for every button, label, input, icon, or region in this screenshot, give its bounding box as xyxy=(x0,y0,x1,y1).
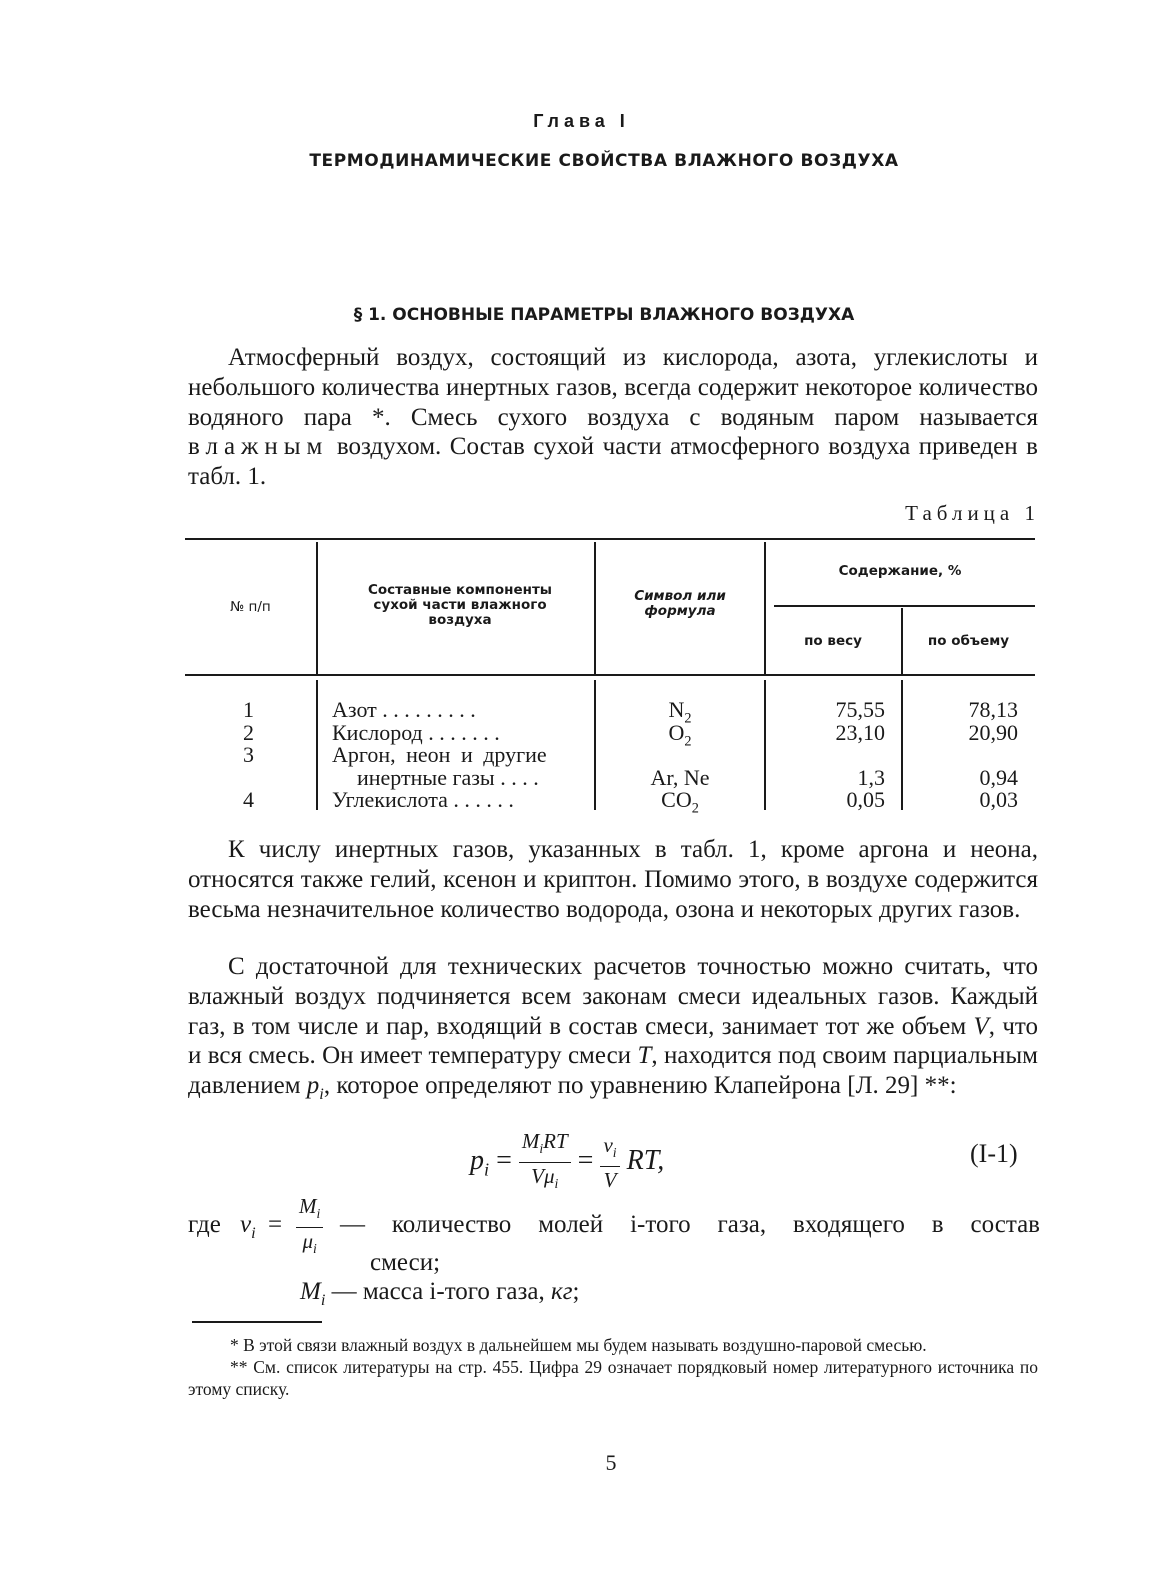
table-subheader-rule xyxy=(774,605,1035,607)
definition-mass: $M_i$ — масса i-того газа, кг; xyxy=(300,1278,580,1309)
definition-nu-text: — количество молей i-того газа, входящего в состав xyxy=(340,1211,1040,1238)
cell-volume: 0,94 xyxy=(979,765,1018,790)
cell-volume: 78,13 xyxy=(968,697,1018,722)
cell-symbol xyxy=(595,788,765,820)
table-col-divider xyxy=(316,542,318,674)
cell-volume: 0,03 xyxy=(979,787,1018,812)
table-col-divider xyxy=(764,542,766,674)
header-content: Содержание, % xyxy=(838,563,962,579)
cell-symbol: Ar, Ne xyxy=(650,765,710,790)
footnote-divider xyxy=(192,1321,322,1323)
eq-lhs: $p_i$ xyxy=(470,1145,490,1180)
symbol-p: p xyxy=(306,1072,320,1100)
footnote: * В этой связи влажный воздух в дальнейшем мы будем называть воздушно-паровой смесью. xyxy=(230,1335,927,1355)
paragraph-text: , которое определяют по уравнению Клапейрона [Л. 29] **: xyxy=(323,1072,957,1100)
emphasis-word: влажным xyxy=(188,433,329,461)
cell-weight: 1,3 xyxy=(857,765,885,790)
cell-num: 3 xyxy=(243,742,254,767)
paragraph-text: К числу инертных газов, указанных в табл. 1, кроме аргона и неона, относятся также гелий, ксенон и криптон. Помимо этого, в воздухе содержится весьма незначительное количество водорода, озона и некоторых других газов. xyxy=(188,836,1038,923)
paragraph-ideal-gas xyxy=(188,952,1038,1110)
composition-table xyxy=(185,538,1035,817)
table-caption: Таблица 1 xyxy=(905,501,1040,525)
cell-component-continued: инертные газы . . . . xyxy=(357,765,539,790)
symbol-subscript: 2 xyxy=(684,710,692,727)
cell-num: 1 xyxy=(243,697,254,722)
cell-num: 4 xyxy=(243,787,254,812)
cell-weight: 0,05 xyxy=(846,787,885,812)
symbol-text: N xyxy=(668,697,685,722)
eq-rhs: RT, xyxy=(626,1145,665,1177)
symbol-p-subscript: i xyxy=(319,1085,324,1104)
equation-clapeyron: $p_i$ = $\frac{M_iRT}{V\mu_i}$ = $\frac{\nu_i}{V}$ RT, xyxy=(470,1128,664,1188)
paragraph-text: , что и вся смесь. Он имеет температуру смеси xyxy=(188,1012,1038,1070)
table-header-rule xyxy=(185,674,1035,676)
paragraph-text: , находится под своим парциальным давлением xyxy=(188,1042,1038,1100)
header-symbol: Символ или формула xyxy=(634,588,726,619)
symbol-t: T xyxy=(637,1042,652,1070)
cell-component: Азот . . . . . . . . . xyxy=(332,697,476,722)
definition-nu: где $\nu_i$ = $\frac{M_i}{\mu_i}$ — количество молей i-того газа, входящего в состав xyxy=(188,1194,1040,1257)
paragraph-intro xyxy=(188,343,1038,492)
footnote: ** См. список литературы на стр. 455. Цифра 29 означает порядковый номер литературного источника по этому списку. xyxy=(188,1357,1038,1399)
unit-kg: кг xyxy=(551,1278,573,1305)
cell-component: Углекислота . . . . . . xyxy=(332,787,514,812)
symbol-subscript: 2 xyxy=(691,800,699,817)
table-col-divider xyxy=(316,680,318,810)
header-component: Составные компоненты сухой части влажного воздуха xyxy=(368,582,552,628)
chapter-label: Глава I xyxy=(533,111,630,131)
footnotes xyxy=(188,1334,1038,1400)
cell-volume: 20,90 xyxy=(968,720,1018,745)
table-top-rule xyxy=(185,538,1035,540)
paragraph-inert-gases xyxy=(188,835,1038,924)
cell-weight: 23,10 xyxy=(835,720,885,745)
eq-fraction-1: $\frac{M_iRT}{V\mu_i}$ xyxy=(519,1128,571,1197)
cell-weight: 75,55 xyxy=(835,697,885,722)
cell-component: Кислород . . . . . . . xyxy=(332,720,500,745)
header-by-volume: по объему xyxy=(927,633,1010,649)
paragraph-text: воздухом. Состав сухой части атмосферного воздуха приведен в табл. 1. xyxy=(188,433,1038,491)
paragraph-text: Атмосферный воздух, состоящий из кислорода, азота, углекислоты и небольшого количества инертных газов, всегда содержит некоторое количество водяного пара *. Смесь сухого воздуха с водяным паром называется xyxy=(188,344,1038,431)
symbol-v: V xyxy=(973,1012,989,1040)
header-by-weight: по весу xyxy=(804,633,862,649)
equation-number: (I-1) xyxy=(970,1139,1018,1168)
page-number: 5 xyxy=(605,1450,617,1475)
chapter-title: ТЕРМОДИНАМИЧЕСКИЕ СВОЙСТВА ВЛАЖНОГО ВОЗДУХА xyxy=(309,151,899,171)
cell-num: 2 xyxy=(243,720,254,745)
symbol-text: O xyxy=(668,720,685,745)
cell-symbol xyxy=(595,721,765,753)
eq-fraction-2: $\frac{\nu_i}{V}$ xyxy=(600,1132,619,1193)
table-col-divider xyxy=(594,542,596,674)
header-num: № п/п xyxy=(230,599,271,615)
definition-nu-cont: смеси; xyxy=(370,1249,441,1276)
symbol-subscript: 2 xyxy=(684,733,692,750)
symbol-text: CO xyxy=(661,787,692,812)
section-title: § 1. ОСНОВНЫЕ ПАРАМЕТРЫ ВЛАЖНОГО ВОЗДУХА xyxy=(353,305,855,325)
cell-component: Аргон, неон и другие xyxy=(332,742,547,767)
paragraph-text: С достаточной для технических расчетов точностью можно считать, что влажный воздух подчиняется всем законам смеси идеальных газов. Каждый газ, в том числе и пар, входящий в состав смеси, занимает тот же объем xyxy=(188,953,1038,1040)
